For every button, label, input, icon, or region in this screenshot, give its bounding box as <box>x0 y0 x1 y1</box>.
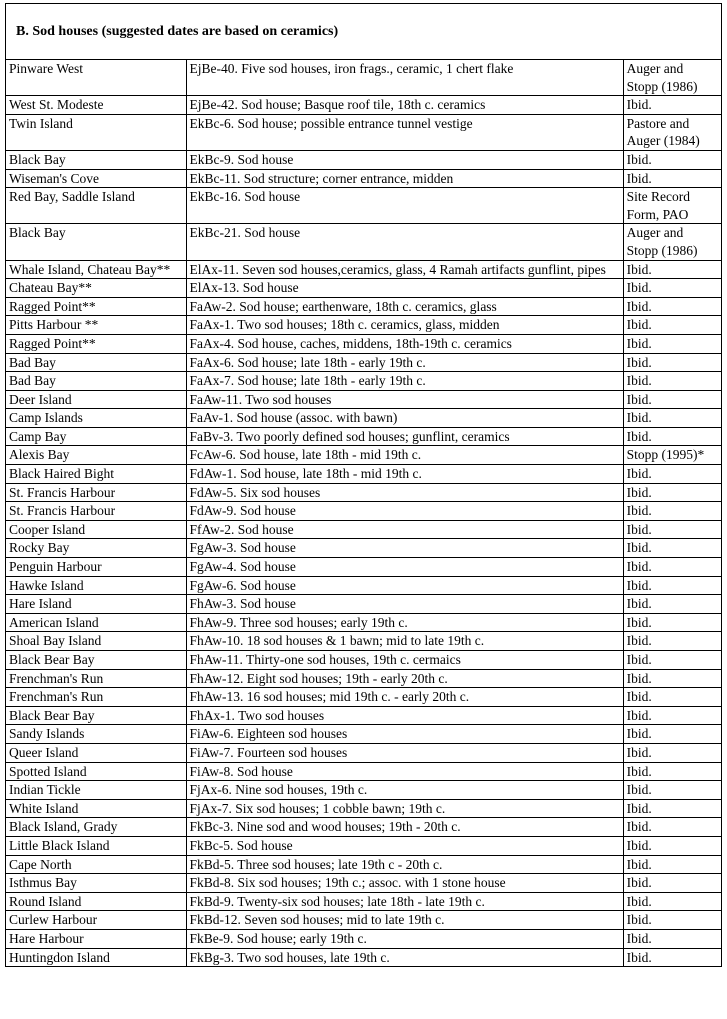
site-cell: Bad Bay <box>6 372 187 391</box>
site-cell: Black Bay <box>6 150 187 169</box>
site-cell: Hare Island <box>6 595 187 614</box>
reference-cell: Ibid. <box>623 948 721 967</box>
description-cell: FhAw-9. Three sod houses; early 19th c. <box>186 613 623 632</box>
site-cell: Round Island <box>6 892 187 911</box>
reference-cell: Ibid. <box>623 353 721 372</box>
table-row <box>6 465 722 484</box>
description-cell: FaAx-7. Sod house; late 18th - early 19th c. <box>186 372 623 391</box>
reference-cell: Ibid. <box>623 96 721 115</box>
table-row <box>6 613 722 632</box>
reference-cell: Ibid. <box>623 539 721 558</box>
table-row <box>6 836 722 855</box>
reference-cell: Ibid. <box>623 150 721 169</box>
reference-cell: Ibid. <box>623 390 721 409</box>
description-cell: FaAw-11. Two sod houses <box>186 390 623 409</box>
table-row <box>6 669 722 688</box>
site-cell: Shoal Bay Island <box>6 632 187 651</box>
site-cell: Indian Tickle <box>6 781 187 800</box>
description-cell: FdAw-9. Sod house <box>186 502 623 521</box>
site-cell: Chateau Bay** <box>6 279 187 298</box>
reference-cell: Ibid. <box>623 762 721 781</box>
table-row <box>6 390 722 409</box>
description-cell: FkBe-9. Sod house; early 19th c. <box>186 929 623 948</box>
reference-cell: Stopp (1995)* <box>623 446 721 465</box>
reference-cell: Ibid. <box>623 725 721 744</box>
table-row <box>6 539 722 558</box>
site-cell: Camp Islands <box>6 409 187 428</box>
table-row <box>6 372 722 391</box>
site-cell: Isthmus Bay <box>6 874 187 893</box>
reference-cell: Auger and Stopp (1986) <box>623 60 721 96</box>
description-cell: EkBc-11. Sod structure; corner entrance, midden <box>186 169 623 188</box>
description-cell: FkBd-9. Twenty-six sod houses; late 18th - late 19th c. <box>186 892 623 911</box>
table-row <box>6 818 722 837</box>
site-cell: Frenchman's Run <box>6 688 187 707</box>
reference-cell: Ibid. <box>623 483 721 502</box>
reference-cell: Ibid. <box>623 651 721 670</box>
title-row <box>6 4 722 60</box>
reference-cell: Ibid. <box>623 911 721 930</box>
table-row <box>6 706 722 725</box>
table-row <box>6 799 722 818</box>
table-title: B. Sod houses (suggested dates are based on ceramics) <box>6 4 722 60</box>
site-cell: Spotted Island <box>6 762 187 781</box>
reference-cell: Ibid. <box>623 892 721 911</box>
table-row <box>6 874 722 893</box>
description-cell: EkBc-21. Sod house <box>186 224 623 260</box>
site-cell: Queer Island <box>6 743 187 762</box>
description-cell: FaAx-6. Sod house; late 18th - early 19th c. <box>186 353 623 372</box>
site-cell: Black Bear Bay <box>6 706 187 725</box>
reference-cell: Ibid. <box>623 613 721 632</box>
reference-cell: Ibid. <box>623 558 721 577</box>
site-cell: Red Bay, Saddle Island <box>6 188 187 224</box>
description-cell: FkBd-8. Six sod houses; 19th c.; assoc. with 1 stone house <box>186 874 623 893</box>
description-cell: FaAx-4. Sod house, caches, middens, 18th-19th c. ceramics <box>186 334 623 353</box>
table-row <box>6 576 722 595</box>
reference-cell: Ibid. <box>623 372 721 391</box>
table-row <box>6 446 722 465</box>
description-cell: FhAx-1. Two sod houses <box>186 706 623 725</box>
table-row <box>6 260 722 279</box>
description-cell: FiAw-6. Eighteen sod houses <box>186 725 623 744</box>
table-row <box>6 353 722 372</box>
table-row <box>6 427 722 446</box>
table-row <box>6 911 722 930</box>
site-cell: Sandy Islands <box>6 725 187 744</box>
description-cell: FgAw-3. Sod house <box>186 539 623 558</box>
reference-cell: Ibid. <box>623 297 721 316</box>
reference-cell: Pastore and Auger (1984) <box>623 114 721 150</box>
table-row <box>6 743 722 762</box>
reference-cell: Ibid. <box>623 929 721 948</box>
table-row <box>6 651 722 670</box>
description-cell: EkBc-9. Sod house <box>186 150 623 169</box>
description-cell: FhAw-10. 18 sod houses & 1 bawn; mid to late 19th c. <box>186 632 623 651</box>
description-cell: ElAx-11. Seven sod houses,ceramics, glass, 4 Ramah artifacts gunflint, pipes <box>186 260 623 279</box>
table-row <box>6 725 722 744</box>
description-cell: FkBg-3. Two sod houses, late 19th c. <box>186 948 623 967</box>
reference-cell: Site Record Form, PAO <box>623 188 721 224</box>
reference-cell: Ibid. <box>623 632 721 651</box>
reference-cell: Ibid. <box>623 743 721 762</box>
site-cell: West St. Modeste <box>6 96 187 115</box>
table-row <box>6 150 722 169</box>
site-cell: Cape North <box>6 855 187 874</box>
table-row <box>6 632 722 651</box>
table-row <box>6 279 722 298</box>
table-row <box>6 96 722 115</box>
table-row <box>6 297 722 316</box>
table-row <box>6 114 722 150</box>
table-row <box>6 502 722 521</box>
description-cell: FkBd-12. Seven sod houses; mid to late 19th c. <box>186 911 623 930</box>
table-row <box>6 948 722 967</box>
reference-cell: Ibid. <box>623 169 721 188</box>
site-cell: St. Francis Harbour <box>6 502 187 521</box>
table-row <box>6 483 722 502</box>
table-row <box>6 60 722 96</box>
description-cell: FjAx-6. Nine sod houses, 19th c. <box>186 781 623 800</box>
table-row <box>6 558 722 577</box>
reference-cell: Ibid. <box>623 502 721 521</box>
table-row <box>6 334 722 353</box>
table-row <box>6 224 722 260</box>
description-cell: FgAw-6. Sod house <box>186 576 623 595</box>
site-cell: Rocky Bay <box>6 539 187 558</box>
table-row <box>6 781 722 800</box>
table-row <box>6 892 722 911</box>
reference-cell: Ibid. <box>623 409 721 428</box>
table-row <box>6 855 722 874</box>
site-cell: Hare Harbour <box>6 929 187 948</box>
table-row <box>6 188 722 224</box>
site-cell: Alexis Bay <box>6 446 187 465</box>
reference-cell: Ibid. <box>623 818 721 837</box>
description-cell: FfAw-2. Sod house <box>186 520 623 539</box>
description-cell: FkBd-5. Three sod houses; late 19th c - 20th c. <box>186 855 623 874</box>
reference-cell: Ibid. <box>623 520 721 539</box>
description-cell: FhAw-3. Sod house <box>186 595 623 614</box>
description-cell: FkBc-5. Sod house <box>186 836 623 855</box>
description-cell: FaBv-3. Two poorly defined sod houses; gunflint, ceramics <box>186 427 623 446</box>
site-cell: Curlew Harbour <box>6 911 187 930</box>
reference-cell: Ibid. <box>623 576 721 595</box>
document-page <box>5 3 722 967</box>
site-cell: Bad Bay <box>6 353 187 372</box>
site-cell: Hawke Island <box>6 576 187 595</box>
description-cell: ElAx-13. Sod house <box>186 279 623 298</box>
site-cell: White Island <box>6 799 187 818</box>
site-cell: Little Black Island <box>6 836 187 855</box>
reference-cell: Ibid. <box>623 781 721 800</box>
description-cell: FjAx-7. Six sod houses; 1 cobble bawn; 19th c. <box>186 799 623 818</box>
reference-cell: Ibid. <box>623 279 721 298</box>
table-row <box>6 688 722 707</box>
reference-cell: Ibid. <box>623 688 721 707</box>
description-cell: FcAw-6. Sod house, late 18th - mid 19th c. <box>186 446 623 465</box>
site-cell: Penguin Harbour <box>6 558 187 577</box>
table-row <box>6 762 722 781</box>
reference-cell: Ibid. <box>623 874 721 893</box>
site-cell: American Island <box>6 613 187 632</box>
reference-cell: Ibid. <box>623 316 721 335</box>
site-cell: Deer Island <box>6 390 187 409</box>
site-cell: Wiseman's Cove <box>6 169 187 188</box>
description-cell: FiAw-7. Fourteen sod houses <box>186 743 623 762</box>
table-row <box>6 520 722 539</box>
description-cell: FiAw-8. Sod house <box>186 762 623 781</box>
site-cell: Ragged Point** <box>6 297 187 316</box>
site-cell: Twin Island <box>6 114 187 150</box>
site-cell: Pitts Harbour ** <box>6 316 187 335</box>
reference-cell: Auger and Stopp (1986) <box>623 224 721 260</box>
description-cell: EjBe-40. Five sod houses, iron frags., ceramic, 1 chert flake <box>186 60 623 96</box>
site-cell: Cooper Island <box>6 520 187 539</box>
table-row <box>6 316 722 335</box>
reference-cell: Ibid. <box>623 799 721 818</box>
reference-cell: Ibid. <box>623 836 721 855</box>
reference-cell: Ibid. <box>623 855 721 874</box>
site-cell: Camp Bay <box>6 427 187 446</box>
description-cell: EkBc-6. Sod house; possible entrance tunnel vestige <box>186 114 623 150</box>
description-cell: EkBc-16. Sod house <box>186 188 623 224</box>
description-cell: FdAw-1. Sod house, late 18th - mid 19th c. <box>186 465 623 484</box>
reference-cell: Ibid. <box>623 706 721 725</box>
table-row <box>6 595 722 614</box>
reference-cell: Ibid. <box>623 669 721 688</box>
description-cell: FaAx-1. Two sod houses; 18th c. ceramics, glass, midden <box>186 316 623 335</box>
site-cell: Ragged Point** <box>6 334 187 353</box>
site-cell: Frenchman's Run <box>6 669 187 688</box>
description-cell: FaAv-1. Sod house (assoc. with bawn) <box>186 409 623 428</box>
reference-cell: Ibid. <box>623 334 721 353</box>
description-cell: EjBe-42. Sod house; Basque roof tile, 18th c. ceramics <box>186 96 623 115</box>
site-cell: Huntingdon Island <box>6 948 187 967</box>
table-row <box>6 929 722 948</box>
reference-cell: Ibid. <box>623 465 721 484</box>
site-cell: St. Francis Harbour <box>6 483 187 502</box>
description-cell: FdAw-5. Six sod houses <box>186 483 623 502</box>
sod-houses-table <box>5 3 722 967</box>
site-cell: Black Haired Bight <box>6 465 187 484</box>
reference-cell: Ibid. <box>623 595 721 614</box>
site-cell: Black Bay <box>6 224 187 260</box>
description-cell: FgAw-4. Sod house <box>186 558 623 577</box>
table-body <box>6 4 722 967</box>
description-cell: FkBc-3. Nine sod and wood houses; 19th - 20th c. <box>186 818 623 837</box>
site-cell: Whale Island, Chateau Bay** <box>6 260 187 279</box>
table-row <box>6 169 722 188</box>
table-row <box>6 409 722 428</box>
site-cell: Pinware West <box>6 60 187 96</box>
reference-cell: Ibid. <box>623 260 721 279</box>
description-cell: FhAw-11. Thirty-one sod houses, 19th c. cermaics <box>186 651 623 670</box>
description-cell: FhAw-12. Eight sod houses; 19th - early 20th c. <box>186 669 623 688</box>
site-cell: Black Island, Grady <box>6 818 187 837</box>
description-cell: FhAw-13. 16 sod houses; mid 19th c. - early 20th c. <box>186 688 623 707</box>
reference-cell: Ibid. <box>623 427 721 446</box>
description-cell: FaAw-2. Sod house; earthenware, 18th c. ceramics, glass <box>186 297 623 316</box>
site-cell: Black Bear Bay <box>6 651 187 670</box>
